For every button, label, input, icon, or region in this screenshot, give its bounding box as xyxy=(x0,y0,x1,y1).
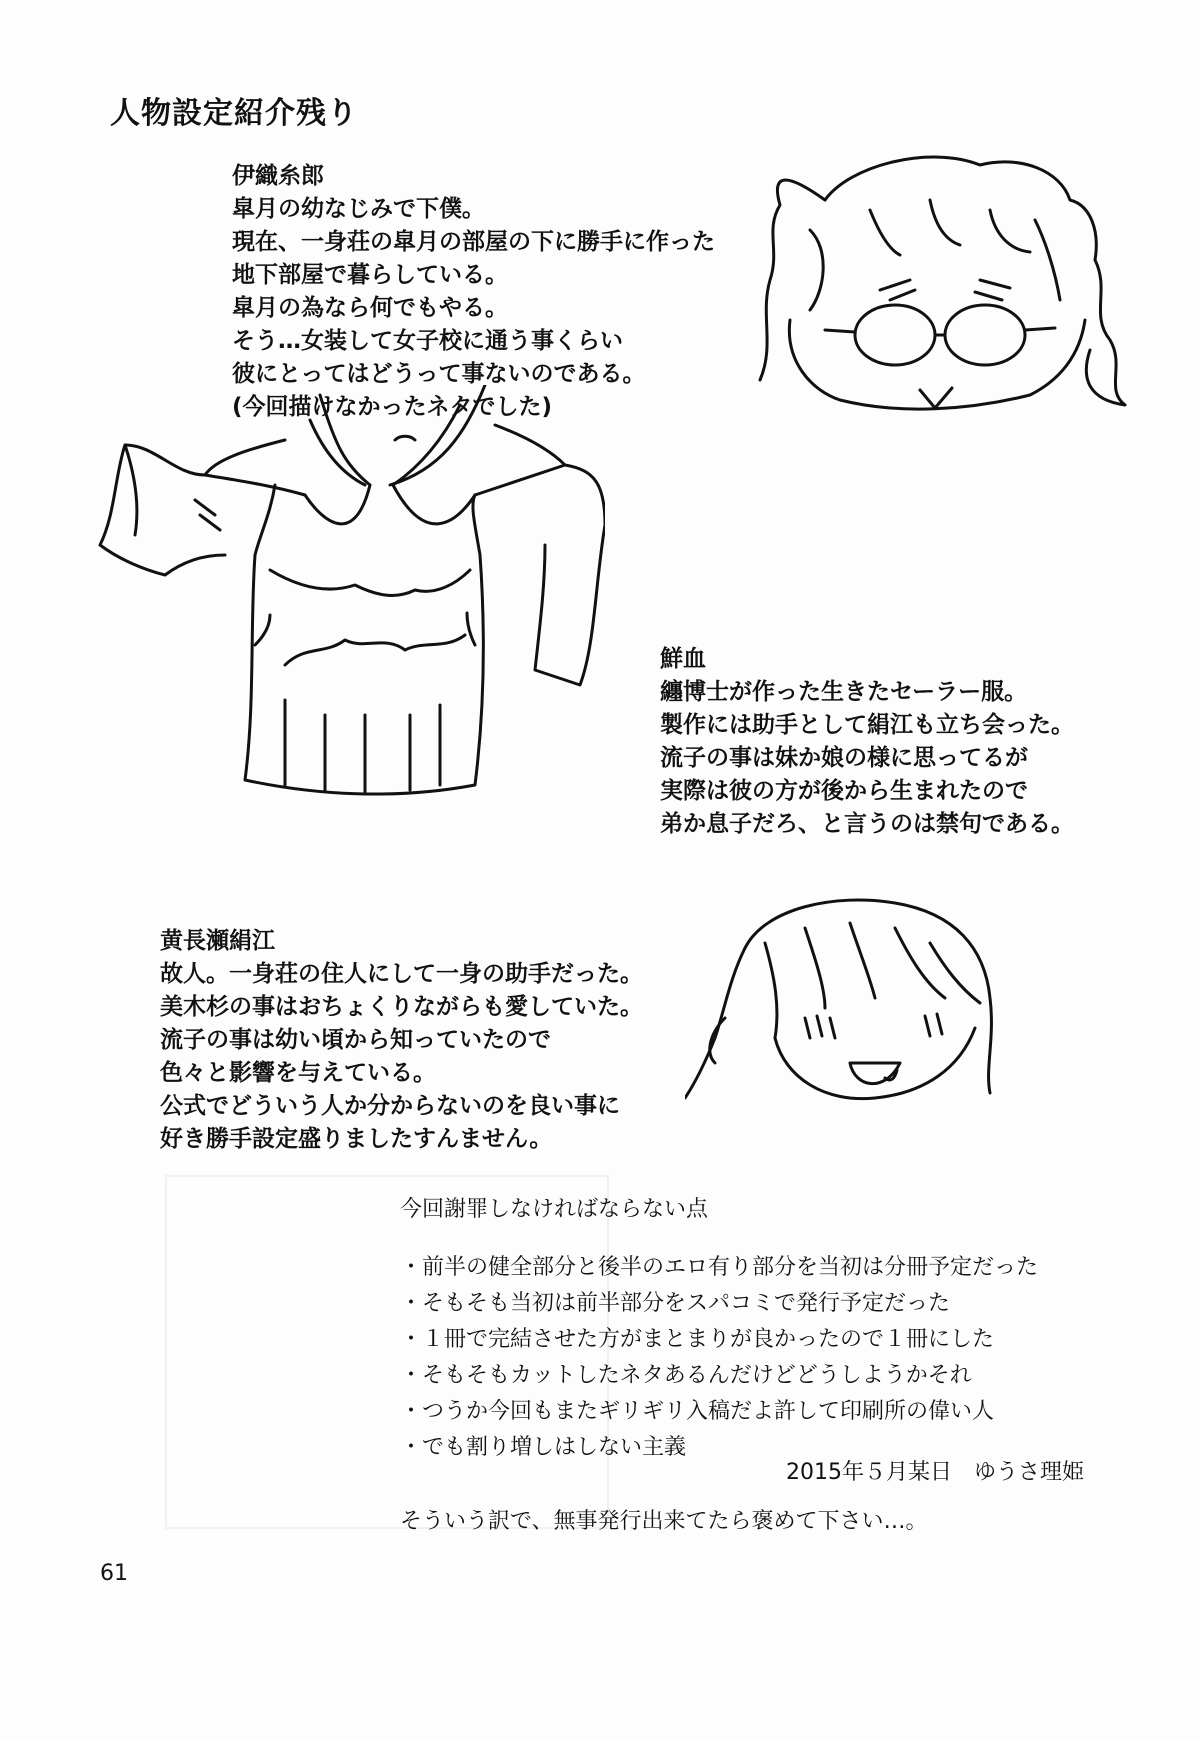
profile-line: 現在、一身荘の皐月の部屋の下に勝手に作った xyxy=(232,229,715,255)
signoff-author: ゆうさ理姫 xyxy=(974,1460,1085,1485)
profile-line: 流子の事は妹か娘の様に思ってるが xyxy=(660,745,1028,771)
profile-line: (今回描けなかったネタでした) xyxy=(232,394,553,420)
signoff-date: 2015年５月某日 xyxy=(786,1460,952,1485)
apology-closing: そういう訳で、無事発行出来てたら褒めて下さい…。 xyxy=(400,1509,928,1534)
profile-line: 公式でどういう人か分からないのを良い事に xyxy=(160,1093,620,1119)
page-number: 61 xyxy=(100,1561,128,1586)
senketsu-uniform-illustration xyxy=(95,385,605,845)
profile-line: 故人。一身荘の住人にして一身の助手だった。 xyxy=(160,961,643,987)
character-name: 伊織糸郎 xyxy=(232,163,324,189)
profile-line: 美木杉の事はおちょくりながらも愛していた。 xyxy=(160,994,643,1020)
profile-line: 好き勝手設定盛りましたすんません。 xyxy=(160,1126,553,1152)
profile-line: 実際は彼の方が後から生まれたので xyxy=(660,778,1028,804)
apology-item: ・そもそも当初は前半部分をスパコミで発行予定だった xyxy=(400,1291,951,1316)
profile-line: 皐月の為なら何でもやる。 xyxy=(232,295,508,321)
profile-line: 地下部屋で暮らしている。 xyxy=(232,262,508,288)
iori-head-illustration xyxy=(730,140,1150,450)
character-profile-kinue xyxy=(160,925,643,1156)
kinue-head-illustration xyxy=(685,888,1015,1113)
profile-line: 纏博士が作った生きたセーラー服。 xyxy=(660,679,1028,705)
profile-line: 色々と影響を与えている。 xyxy=(160,1060,436,1086)
apology-title: 今回謝罪しなければならない点 xyxy=(400,1197,709,1222)
profile-line: 彼にとってはどうって事ないのである。 xyxy=(232,361,646,387)
apology-item: ・でも割り増しはしない主義 xyxy=(400,1435,687,1460)
profile-line: 弟か息子だろ、と言うのは禁句である。 xyxy=(660,811,1074,837)
apology-item: ・前半の健全部分と後半のエロ有り部分を当初は分冊予定だった xyxy=(400,1255,1039,1280)
profile-line: 製作には助手として絹江も立ち会った。 xyxy=(660,712,1074,738)
page-heading: 人物設定紹介残り xyxy=(110,96,358,131)
profile-line: 皐月の幼なじみで下僕。 xyxy=(232,196,485,222)
profile-line: 流子の事は幼い頃から知っていたので xyxy=(160,1027,551,1053)
apology-item: ・１冊で完結させた方がまとまりが良かったので１冊にした xyxy=(400,1327,995,1352)
apology-item: ・つうか今回もまたギリギリ入稿だよ許して印刷所の偉い人 xyxy=(400,1399,995,1424)
apology-section xyxy=(400,1192,1038,1540)
apology-item: ・そもそもカットしたネタあるんだけどどうしようかそれ xyxy=(400,1363,972,1388)
character-name: 黄長瀬絹江 xyxy=(160,928,275,954)
character-name: 鮮血 xyxy=(660,646,706,672)
profile-line: そう…女装して女子校に通う事くらい xyxy=(232,328,623,354)
character-profile-senketsu xyxy=(660,643,1074,841)
signoff xyxy=(786,1455,1084,1486)
